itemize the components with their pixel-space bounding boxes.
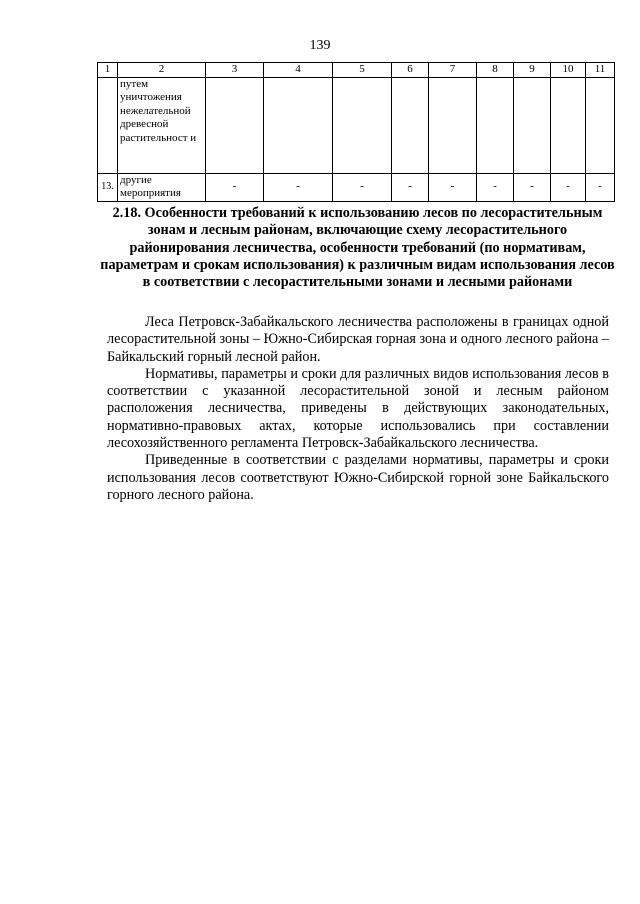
value-cell: -: [514, 173, 551, 201]
table-row: [98, 173, 615, 201]
table-header-cell: 2: [118, 63, 206, 78]
table-header-cell: 7: [429, 63, 477, 78]
value-cell: [392, 77, 429, 173]
value-cell: -: [333, 173, 392, 201]
value-cell: [333, 77, 392, 173]
value-cell: -: [392, 173, 429, 201]
value-cell: [477, 77, 514, 173]
value-cell: -: [264, 173, 333, 201]
value-cell: -: [586, 173, 615, 201]
value-cell: [551, 77, 586, 173]
table-header-cell: 8: [477, 63, 514, 78]
page-number: 139: [309, 38, 331, 53]
section-body: [107, 314, 609, 504]
value-cell: [514, 77, 551, 173]
value-cell: -: [206, 173, 264, 201]
table-header-cell: 9: [514, 63, 551, 78]
paragraph: Леса Петровск-Забайкальского лесничества расположены в границах одной лесорастительной зоны – Южно-Сибирская горная зона и одного лесного района – Байкальский горный лесной район.: [107, 314, 609, 365]
table-header-cell: 11: [586, 63, 615, 78]
paragraph: Приведенные в соответствии с разделами нормативы, параметры и сроки использования лесов соответствуют Южно-Сибирской горной зоне Байкальского горного лесного района.: [107, 452, 609, 503]
table-header-cell: 5: [333, 63, 392, 78]
value-cell: [586, 77, 615, 173]
value-cell: -: [477, 173, 514, 201]
table-header-cell: 4: [264, 63, 333, 78]
measure-name-cell: другие мероприятия: [118, 173, 206, 201]
table-header-cell: 6: [392, 63, 429, 78]
measure-name-cell: путем уничтожения нежелательной древесной растительност и: [118, 77, 206, 173]
section-heading: 2.18. Особенности требований к использованию лесов по лесорастительным зонам и лесным районам, включающие схему лесорастительного районирования лесничества, особенности требований (по нормативам, параметрам и срокам использования) к различным видам использования лесов в соответствии с лесорастительными зонами и лесными районами: [100, 205, 615, 291]
table-row: [98, 77, 615, 173]
value-cell: -: [551, 173, 586, 201]
value-cell: [264, 77, 333, 173]
value-cell: [206, 77, 264, 173]
value-cell: [429, 77, 477, 173]
table-header-cell: 1: [98, 63, 118, 78]
table-header-cell: 10: [551, 63, 586, 78]
table-header-row: [98, 63, 615, 78]
table-header-cell: 3: [206, 63, 264, 78]
row-number-cell: [98, 77, 118, 173]
paragraph: Нормативы, параметры и сроки для различных видов использования лесов в соответствии с указанной лесорастительной зоной и лесным районом расположения лесничества, приведены в действующих законодательных, нормативно-правовых актах, которые использовались при составлении лесохозяйственного регламента Петровск-Забайкальского лесничества.: [107, 365, 609, 452]
forest-measures-table: [97, 62, 615, 202]
value-cell: -: [429, 173, 477, 201]
row-number-cell: 13.: [98, 173, 118, 201]
